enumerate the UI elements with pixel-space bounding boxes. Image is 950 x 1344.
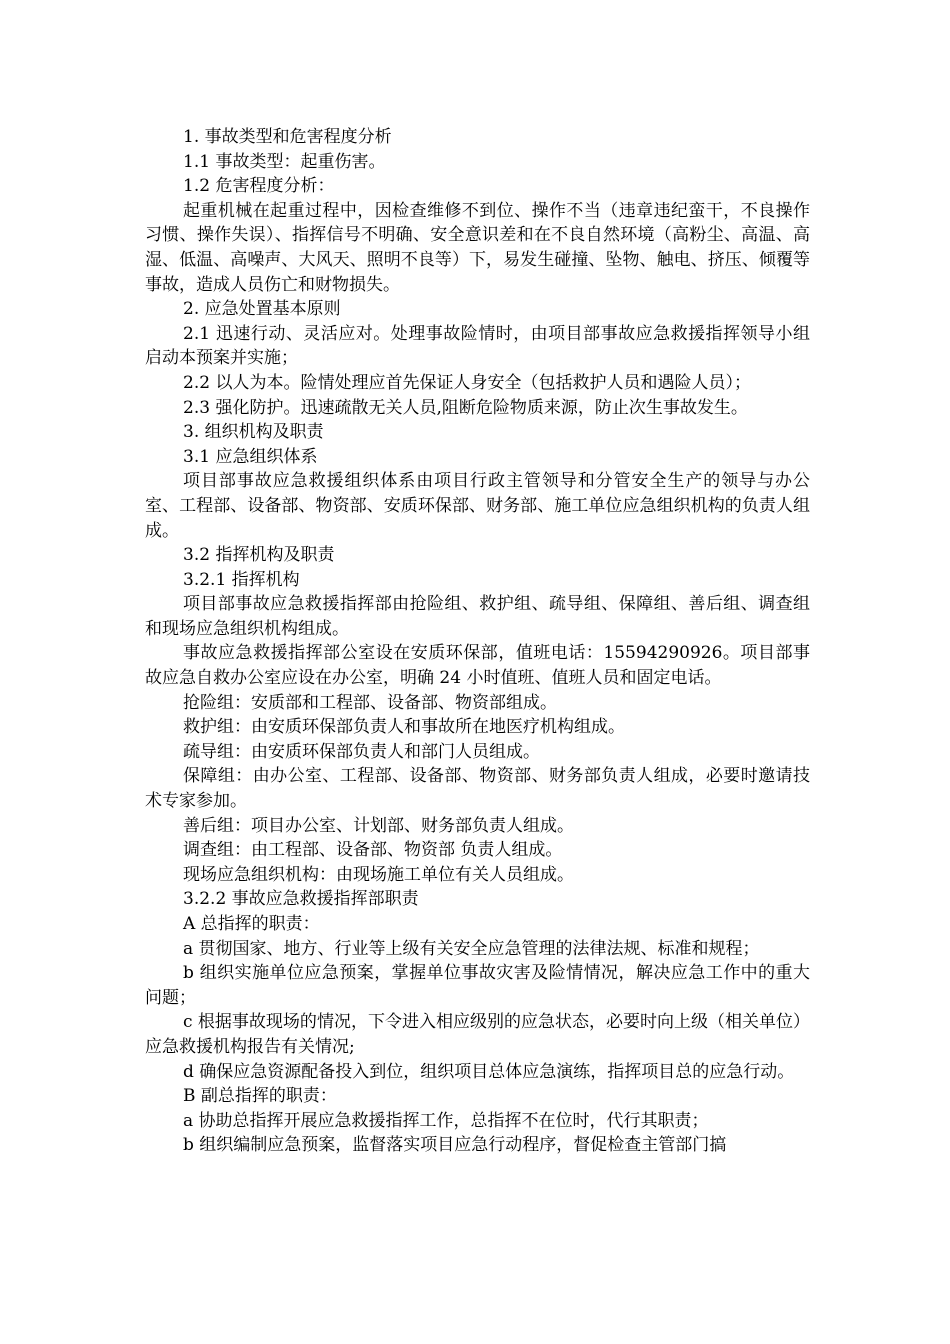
commander-duty-b: b 组织实施单位应急预案，掌握单位事故灾害及险情情况，解决应急工作中的重大问题； (145, 963, 810, 1008)
aftermath-team-item: 善后组：项目办公室、计划部、财务部负责人组成。 (183, 815, 574, 836)
heading-3-1: 3.1 应急组织体系 (183, 446, 318, 467)
commander-duty-a: a 贯彻国家、地方、行业等上级有关安全应急管理的法律法规、标准和规程； (183, 938, 760, 959)
heading-1-2: 1.2 危害程度分析： (183, 176, 335, 197)
heading-1: 1. 事故类型和危害程度分析 (183, 127, 392, 147)
commander-duty-d: d 确保应急资源配备投入到位，组织项目总体应急演练，指挥项目总的应急行动。 (183, 1061, 795, 1082)
heading-3-2: 3.2 指挥机构及职责 (183, 545, 335, 566)
deputy-duty-a: a 协助总指挥开展应急救援指挥工作，总指挥不在位时，代行其职责； (183, 1110, 709, 1131)
org-system-paragraph: 项目部事故应急救援组织体系由项目行政主管领导和分管安全生产的领导与办公室、工程部、设备部、物资部、安质环保部、财务部、施工单位应急组织机构的负责人组成。 (145, 471, 810, 541)
investigation-team-item: 调查组：由工程部、设备部、物资部 负责人组成。 (183, 840, 563, 861)
duty-office-paragraph: 事故应急救援指挥部公室设在安质环保部，值班电话：15594290926。项目部事故应急自救办公室应设在办公室，明确 24 小时值班、值班人员和固定电话。 (145, 643, 810, 689)
rescue-team-item: 抢险组：安质部和工程部、设备部、物资部组成。 (183, 692, 557, 713)
heading-1-1: 1.1 事故类型：起重伤害。 (183, 151, 386, 172)
heading-3-2-2: 3.2.2 事故应急救援指挥部职责 (183, 889, 419, 910)
principle-2-1: 2.1 迅速行动、灵活应对。处理事故险情时，由项目部事故应急救援指挥领导小组启动本预案并实施； (145, 323, 810, 369)
deputy-duties-heading: B 副总指挥的职责： (183, 1086, 337, 1107)
command-structure-paragraph: 项目部事故应急救援指挥部由抢险组、救护组、疏导组、保障组、善后组、调查组和现场应急组织机构组成。 (145, 594, 810, 639)
heading-3-2-1: 3.2.1 指挥机构 (183, 569, 300, 590)
document-body (145, 125, 810, 1158)
medical-team-item: 救护组：由安质环保部负责人和事故所在地医疗机构组成。 (183, 717, 625, 738)
principle-2-3: 2.3 强化防护。迅速疏散无关人员,阻断危险物质来源，防止次生事故发生。 (183, 397, 748, 418)
support-team-item: 保障组：由办公室、工程部、设备部、物资部、财务部负责人组成，必要时邀请技术专家参加。 (145, 766, 810, 812)
deputy-duty-b: b 组织编制应急预案，监督落实项目应急行动程序，督促检查主管部门搞 (183, 1135, 727, 1156)
principle-2-2: 2.2 以人为本。险情处理应首先保证人身安全（包括救护人员和遇险人员）； (183, 372, 751, 393)
commander-duties-heading: A 总指挥的职责： (183, 914, 320, 934)
heading-3: 3. 组织机构及职责 (183, 422, 324, 443)
hazard-analysis-paragraph: 起重机械在起重过程中，因检查维修不到位、操作不当（违章违纪蛮干，不良操作习惯、操作失误）、指挥信号不明确、安全意识差和在不良自然环境（高粉尘、高温、高湿、低温、高噪声、大风天、照明不良等）下，易发生碰撞、坠物、触电、挤压、倾覆等事故，造成人员伤亡和财物损失。 (145, 200, 810, 295)
evacuation-team-item: 疏导组：由安质环保部负责人和部门人员组成。 (183, 741, 540, 762)
commander-duty-c: c 根据事故现场的情况，下令进入相应级别的应急状态，必要时向上级（相关单位）应急救援机构报告有关情况; (145, 1012, 810, 1057)
onsite-org-item: 现场应急组织机构：由现场施工单位有关人员组成。 (183, 864, 574, 885)
heading-2: 2. 应急处置基本原则 (183, 299, 341, 320)
